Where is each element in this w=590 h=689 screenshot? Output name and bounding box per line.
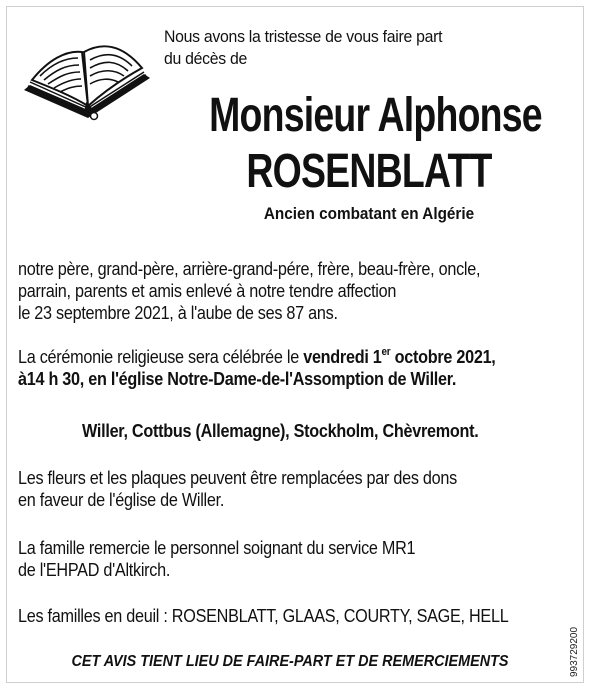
families-text: Les familles en deuil : ROSENBLATT, GLAAS, COURTY, SAGE, HELL	[18, 606, 509, 626]
ceremony-line-1	[18, 346, 522, 368]
family-line-1: notre père, grand-père, arrière-grand-pére, frère, beau-frère, oncle,	[18, 259, 481, 279]
family-line-2: parrain, parents et amis enlevé à notre tendre affection	[18, 281, 397, 301]
family-line-3: le 23 septembre 2021, à l'aube de ses 87 ans.	[18, 303, 338, 323]
thanks-line-2: de l'EHPAD d'Altkirch.	[18, 560, 171, 580]
places-text: Willer, Cottbus (Allemagne), Stockholm, Chèvremont.	[82, 421, 479, 441]
intro-text	[164, 26, 536, 70]
footer-notice: CET AVIS TIENT LIEU DE FAIRE-PART ET DE REMERCIEMENTS	[71, 653, 509, 670]
deceased-first-name: Monsieur Alphonse	[209, 89, 542, 142]
deceased-last-name: ROSENBLATT	[246, 145, 492, 198]
ceremony-text: La cérémonie religieuse sera célébrée le	[18, 347, 304, 367]
thanks-line-1: La famille remercie le personnel soignant du service MR1	[18, 538, 416, 558]
deceased-title: Ancien combatant en Algérie	[263, 204, 475, 223]
ceremony-date-sup: er	[381, 346, 391, 358]
intro-line-1: Nous avons la tristesse de vous faire part	[164, 27, 443, 46]
places-line	[82, 420, 532, 442]
ceremony-line-2	[18, 368, 522, 390]
ceremony-time-place: à14 h 30, en l'église Notre-Dame-de-l'Assomption de Willer.	[18, 369, 457, 389]
ceremony-date-b: octobre 2021,	[390, 347, 496, 367]
family-paragraph	[18, 258, 522, 324]
intro-line-2: du décès de	[164, 49, 248, 68]
ceremony-date-a: vendredi 1	[303, 347, 382, 367]
families-paragraph	[18, 605, 522, 627]
flowers-line-2: en faveur de l'église de Willer.	[18, 490, 225, 510]
reference-number: 993729200	[569, 626, 580, 677]
thanks-paragraph	[18, 537, 522, 581]
flowers-line-1: Les fleurs et les plaques peuvent être remplacées par des dons	[18, 468, 457, 488]
flowers-paragraph	[18, 467, 522, 511]
open-book-icon	[18, 38, 156, 122]
ceremony-paragraph	[18, 346, 522, 390]
